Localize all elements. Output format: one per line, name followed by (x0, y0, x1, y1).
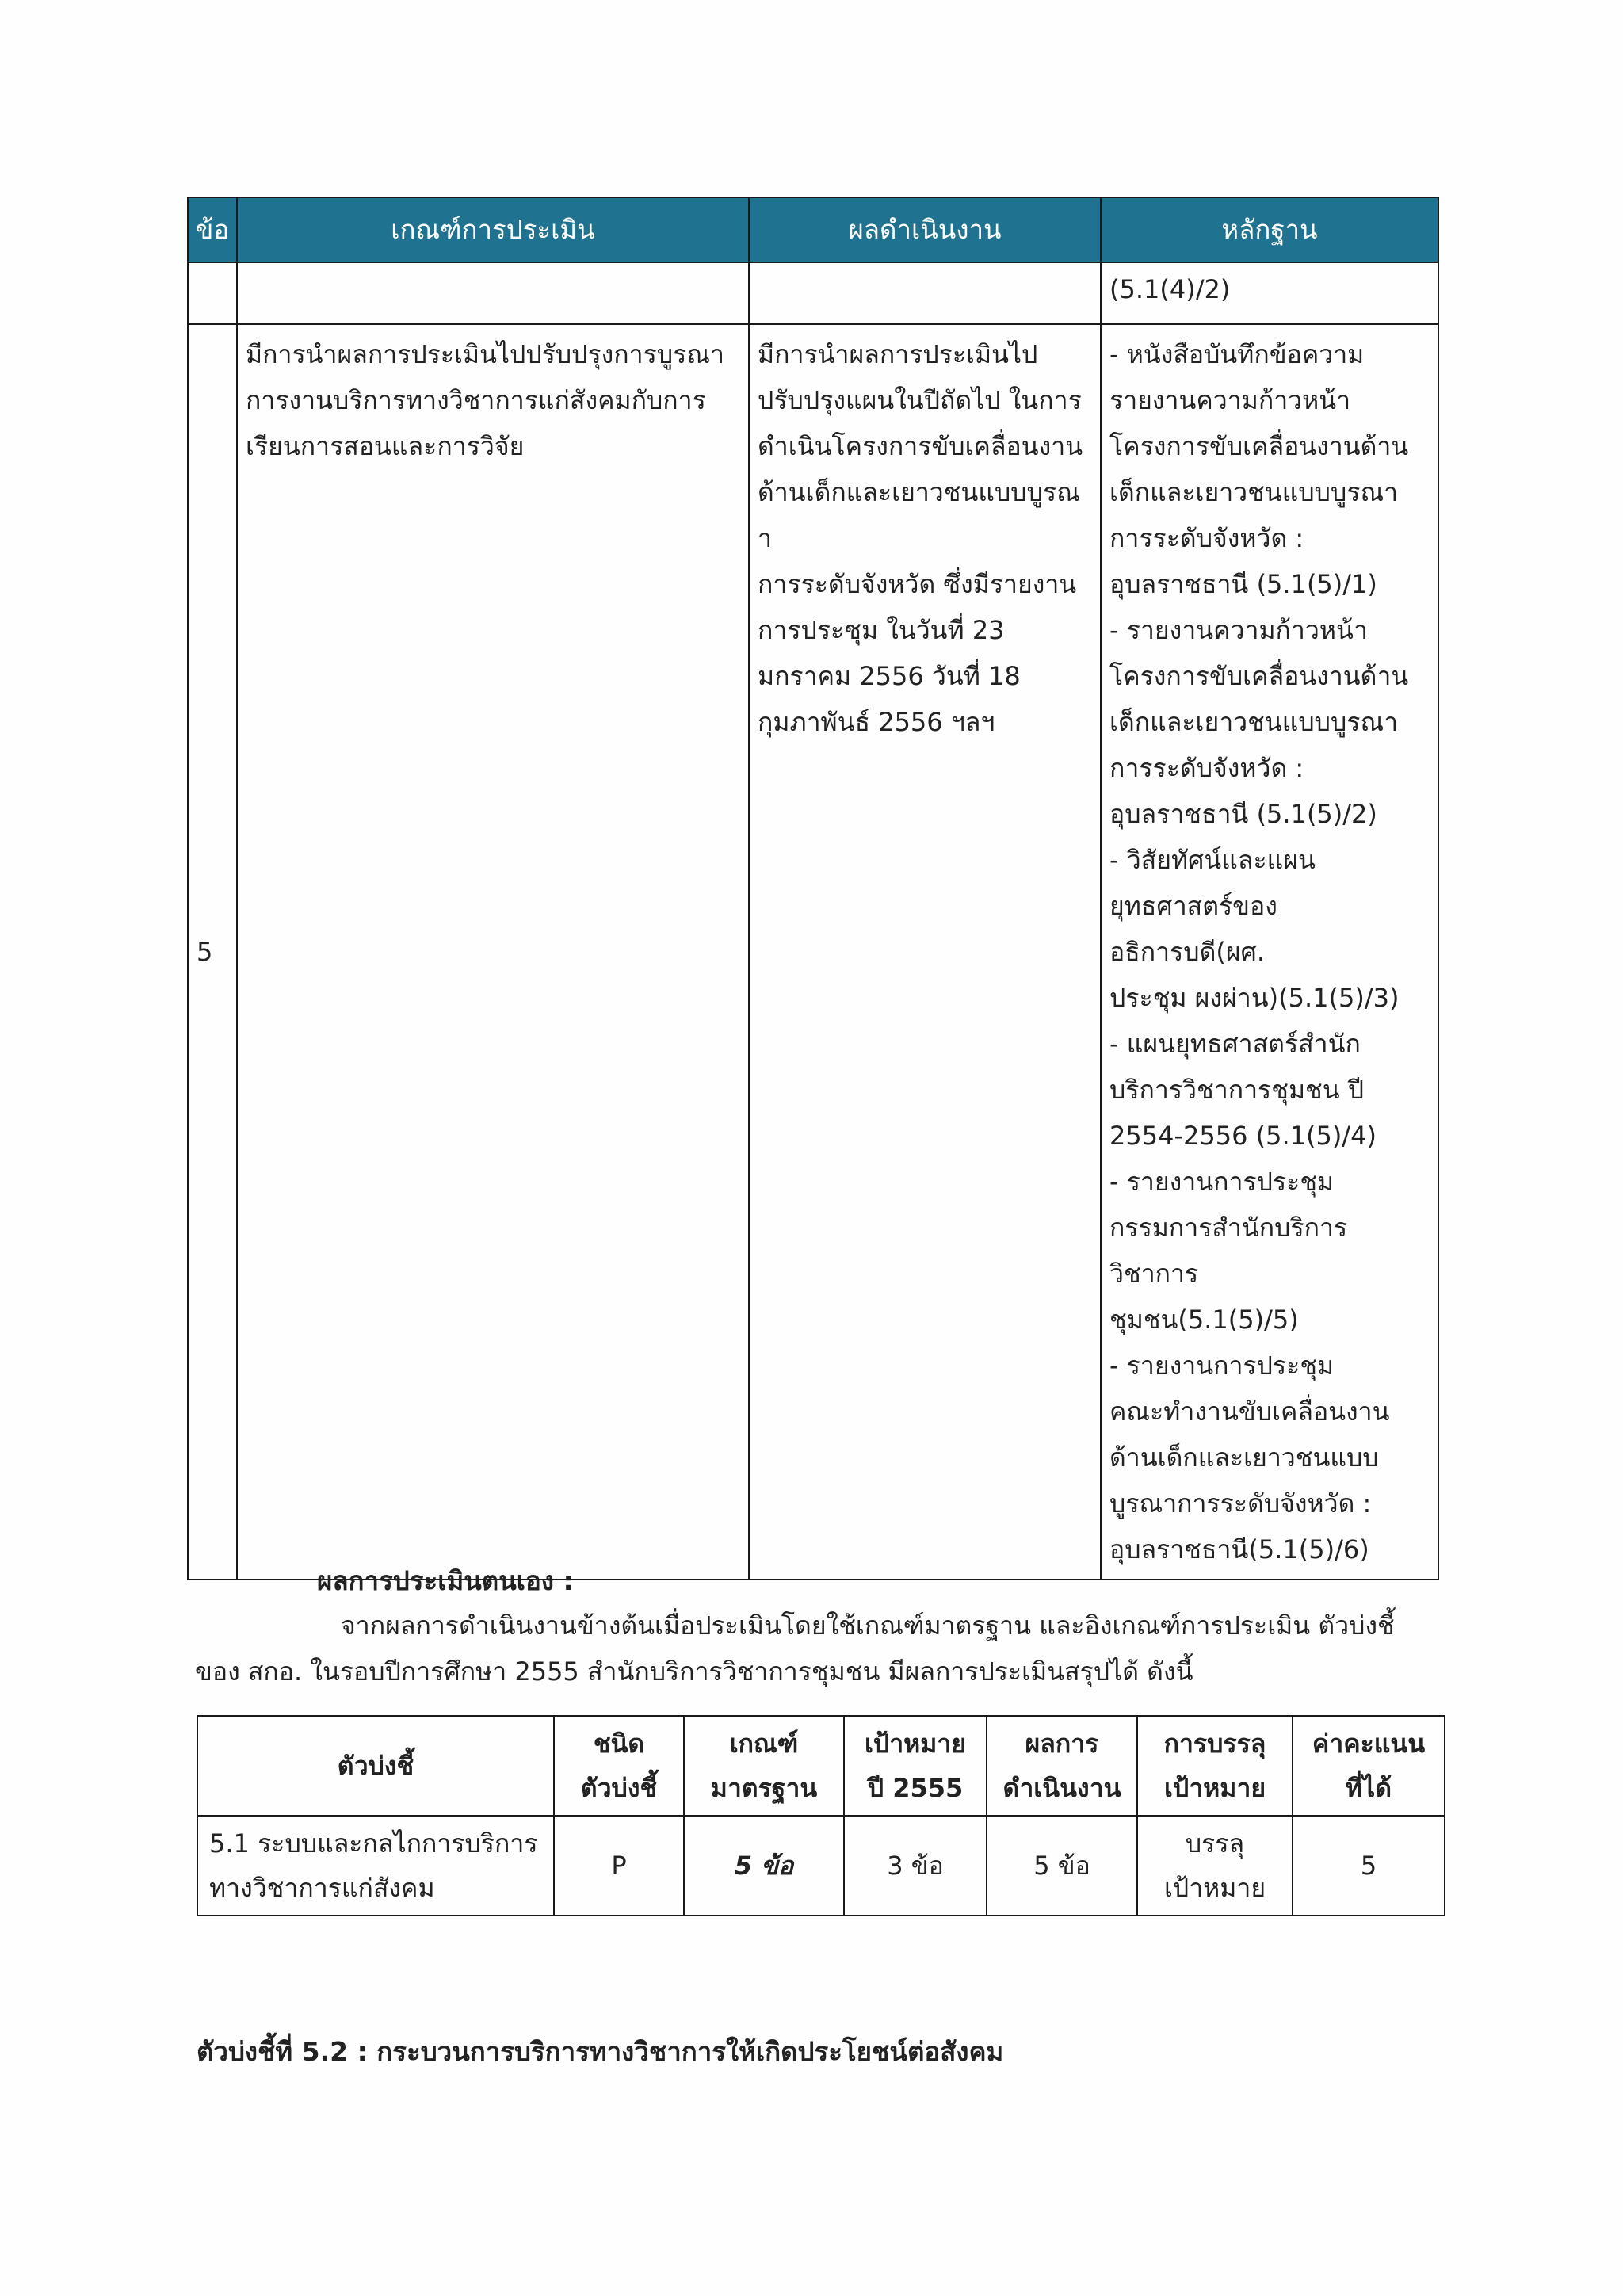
self-assessment-paragraph: จากผลการดำเนินงานข้างต้นเมื่อประเมินโดยใช้เกณฑ์มาตรฐาน และอิงเกณฑ์การประเมิน ตัวบ่งชี้ ของ สกอ. ในรอบปีการศึกษา 2555 สำนักบริการวิชาการชุมชน มีผลการประเมินสรุปได้ ดังนี้ (195, 1610, 1395, 1687)
header-target: เป้าหมาย ปี 2555 (844, 1716, 987, 1816)
self-assessment-heading: ผลการประเมินตนเอง : (317, 1565, 574, 1596)
criteria-table (187, 197, 1439, 1580)
header-no: ข้อ (188, 197, 237, 262)
cell-no-empty (188, 262, 237, 324)
cell-result: มีการนำผลการประเมินไป ปรับปรุงแผนในปีถัดไป ในการ ดำเนินโครงการขับเคลื่อนงาน ด้านเด็กและเยาวชนแบบบูรณา การระดับจังหวัด ซึ่งมีรายงาน การประชุม ในวันที่ 23 มกราคม 2556 วันที่ 18 กุมภาพันธ์ 2556 ฯลฯ (749, 324, 1101, 1580)
cell-score: 5 (1293, 1816, 1445, 1916)
criteria-table-header-row (188, 197, 1438, 262)
cell-target: 3 ข้อ (844, 1816, 987, 1916)
cell-criteria-empty (237, 262, 749, 324)
score-table-header-row (197, 1716, 1445, 1816)
cell-achievement: บรรลุ เป้าหมาย (1137, 1816, 1293, 1916)
header-result: ผลดำเนินงาน (749, 197, 1101, 262)
cell-evidence-continued: (5.1(4)/2) (1101, 262, 1438, 324)
cell-item-number: 5 (188, 324, 237, 1580)
cell-operation-result: 5 ข้อ (987, 1816, 1137, 1916)
score-summary-table (197, 1715, 1445, 1916)
table-row (197, 1816, 1445, 1916)
cell-indicator-type: P (554, 1816, 684, 1916)
table-row-5 (188, 324, 1438, 1580)
table-row-continued (188, 262, 1438, 324)
header-indicator-type: ชนิด ตัวบ่งชี้ (554, 1716, 684, 1816)
header-achievement: การบรรลุ เป้าหมาย (1137, 1716, 1293, 1816)
cell-criteria: มีการนำผลการประเมินไปปรับปรุงการบูรณา การงานบริการทางวิชาการแก่สังคมกับการ เรียนการสอนและการวิจัย (237, 324, 749, 1580)
header-indicator: ตัวบ่งชี้ (197, 1716, 554, 1816)
header-operation-result: ผลการ ดำเนินงาน (987, 1716, 1137, 1816)
header-criteria: เกณฑ์การประเมิน (237, 197, 749, 262)
cell-result-empty (749, 262, 1101, 324)
cell-standard-criteria: 5 ข้อ (684, 1816, 844, 1916)
next-indicator-heading: ตัวบ่งชี้ที่ 5.2 : กระบวนการบริการทางวิชาการให้เกิดประโยชน์ต่อสังคม (197, 2036, 1004, 2067)
cell-evidence: - หนังสือบันทึกข้อความ รายงานความก้าวหน้า โครงการขับเคลื่อนงานด้าน เด็กและเยาวชนแบบบูรณา การระดับจังหวัด : อุบลราชธานี (5.1(5)/1) - รายงานความก้าวหน้า โครงการขับเคลื่อนงานด้าน เด็กและเยาวชนแบบบูรณา การระดับจังหวัด : อุบลราชธานี (5.1(5)/2) - วิสัยทัศน์และแผน ยุทธศาสตร์ของอธิการบดี(ผศ. ประชุม ผงผ่าน)(5.1(5)/3) - แผนยุทธศาสตร์สำนัก บริการวิชาการชุมชน ปี 2554-2556 (5.1(5)/4) - รายงานการประชุม กรรมการสำนักบริการวิชาการ ชุมชน(5.1(5)/5) - รายงานการประชุม คณะทำงานขับเคลื่อนงาน ด้านเด็กและเยาวชนแบบ บูรณาการระดับจังหวัด : อุบลราชธานี(5.1(5)/6) (1101, 324, 1438, 1580)
header-score: ค่าคะแนน ที่ได้ (1293, 1716, 1445, 1816)
header-evidence: หลักฐาน (1101, 197, 1438, 262)
header-standard-criteria: เกณฑ์ มาตรฐาน (684, 1716, 844, 1816)
cell-indicator: 5.1 ระบบและกลไกการบริการ ทางวิชาการแก่สังคม (197, 1816, 554, 1916)
